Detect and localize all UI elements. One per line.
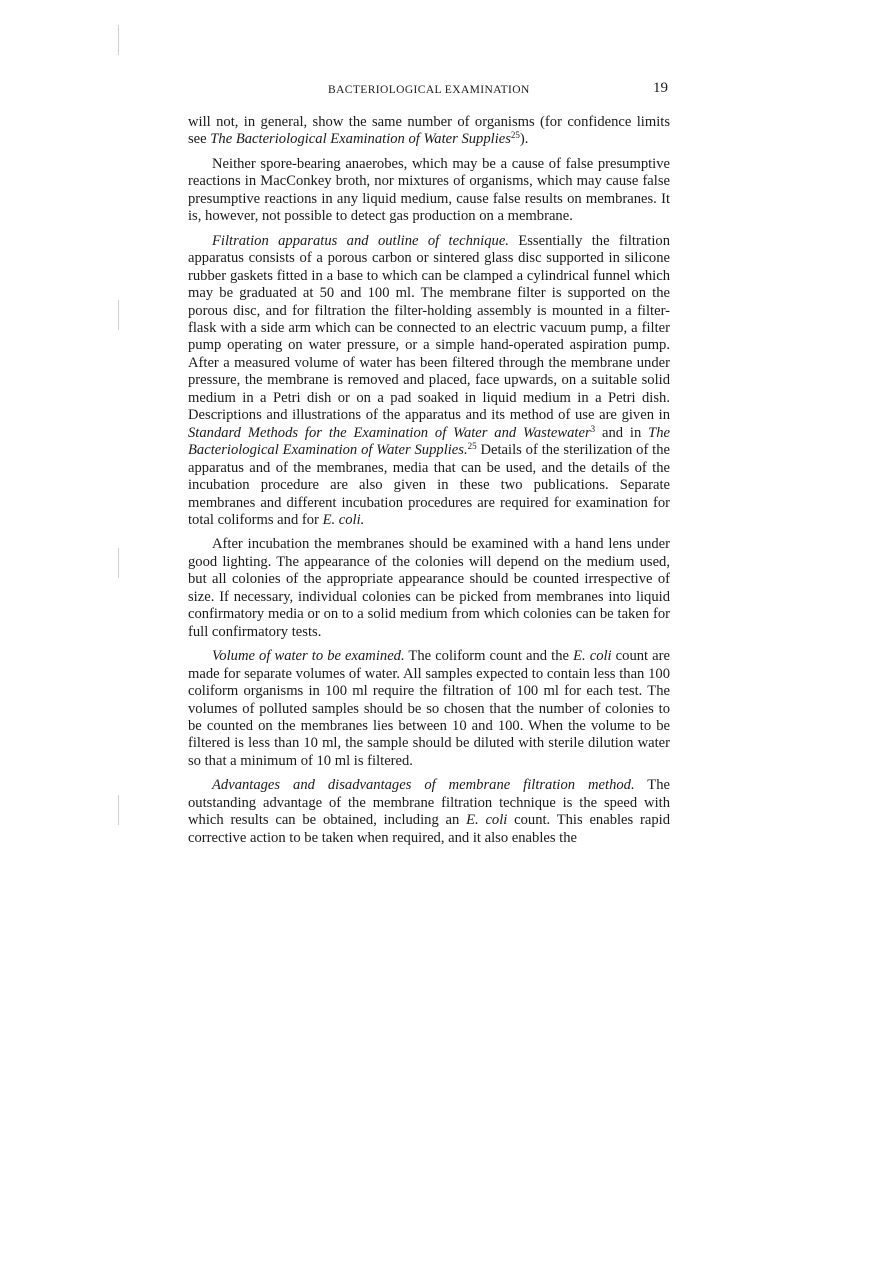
paragraph-text: will not, in general, show the same number of organisms (for confidence limits see [188, 114, 670, 148]
book-title-reference: The Bacteriological Examination of Water Supplies. [188, 424, 670, 459]
scan-margin-mark [118, 548, 119, 578]
section-run-in-heading: Filtration apparatus and outline of technique. [212, 232, 509, 249]
paragraph-volume-of-water [188, 648, 670, 770]
paragraph-text: and in [595, 424, 649, 441]
body-text [188, 114, 670, 847]
paragraph-text: Neither spore-bearing anaerobes, which may be a cause of false presumptive reactions in MacConkey broth, nor mixtures of organisms, which may cause false presumptive reactions in any liquid medium, cause false results on membranes. It is, however, not possible to detect gas production on a membrane. [188, 155, 670, 225]
section-run-in-heading: Advantages and disadvantages of membrane filtration method. [212, 777, 635, 794]
scan-margin-mark [118, 25, 119, 55]
book-page [188, 80, 670, 854]
paragraph-confidence-limits [188, 114, 670, 149]
paragraph-filtration-apparatus [188, 233, 670, 530]
book-title-reference: The Bacteriological Examination of Water Supplies [210, 131, 511, 148]
reference-number: 25 [467, 441, 477, 452]
paragraph-false-reactions [188, 156, 670, 226]
page-number: 19 [653, 80, 668, 96]
scan-margin-mark [118, 795, 119, 825]
paragraph-text: ). [519, 131, 529, 148]
section-run-in-heading: Volume of water to be examined. [212, 648, 405, 665]
paragraph-text: Essentially the filtration apparatus consists of a porous carbon or sintered glass disc supported in silicone rubber gaskets fitted in a base to which can be clamped a cylindrical funnel which may be graduated at 50 and 100 ml. The membrane filter is supported on the porous disc, and for filtration the filter-holding assembly is mounted in a filter-flask with a side arm which can be connected to an electric vacuum pump, a filter pump operating on water pressure, or a simple hand-operated aspiration pump. After a measured volume of water has been filtered through the membrane under pressure, the membrane is removed and placed, face upwards, on a suitable solid medium in a Petri dish or on a pad soaked in liquid medium in a Petri dish. Descriptions and illustrations of the apparatus and its method of use are given in [188, 232, 670, 424]
running-title: BACTERIOLOGICAL EXAMINATION [328, 84, 530, 96]
paragraph-advantages [188, 777, 670, 847]
organism-name: E. coli [466, 812, 508, 829]
scan-margin-mark [118, 300, 119, 330]
paragraph-text: count. This enables rapid corrective action to be taken when required, and it also enables the [188, 812, 670, 846]
paragraph-text: Details of the sterilization of the apparatus and of the membranes, media that can be used, and the details of the incubation procedure are also given in these two publications. Separate membranes and different incubation procedures are required for examination for total coliforms and for [188, 442, 671, 528]
paragraph-text: The coliform count and the [404, 648, 574, 665]
book-title-reference: Standard Methods for the Examination of Water and Wastewater [188, 424, 591, 441]
reference-number: 3 [590, 423, 596, 434]
paragraph-text: The outstanding advantage of the membrane filtration technique is the speed with which results can be obtained, including an [188, 777, 670, 829]
paragraph-incubation [188, 536, 670, 641]
organism-name: E. coli [573, 648, 612, 665]
paragraph-text: count are made for separate volumes of water. All samples expected to contain less than 100 coliform organisms in 100 ml require the filtration of 100 ml for each test. The volumes of polluted samples should be so chosen that the number of colonies to be counted on the membranes lies between 10 and 100. When the volume to be filtered is less than 10 ml, the sample should be diluted with sterile dilution water so that a minimum of 10 ml is filtered. [188, 648, 670, 769]
reference-number: 25 [510, 130, 520, 141]
organism-name: E. coli. [322, 511, 365, 528]
paragraph-text: After incubation the membranes should be examined with a hand lens under good lighting. The appearance of the colonies will depend on the medium used, but all colonies of the appropriate appearance should be counted irrespective of size. If necessary, individual colonies can be picked from membranes into liquid confirmatory media or on to a solid medium from which colonies can be taken for full confirmatory tests. [188, 536, 670, 640]
running-header [188, 80, 670, 104]
